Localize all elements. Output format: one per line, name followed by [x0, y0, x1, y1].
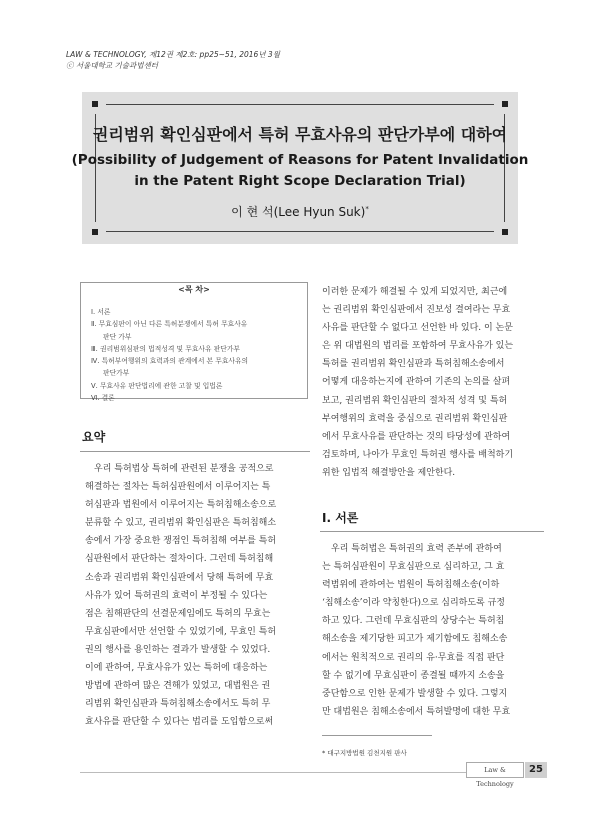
- author-footnote-mark: *: [365, 205, 369, 213]
- abstract-heading-rule: [80, 451, 310, 452]
- footnote-rule: [322, 735, 432, 736]
- abstract-body: 우리 특허법상 특허에 관련된 분쟁을 공적으로 해결하는 절차는 특허심판원에서 이루어지는 특 허심판과 법원에서 이루어지는 특허침해소송으로 분류할 수 있고, 권리범위 확인심판은 특허침해소 송에서 가장 중요한 쟁점인 특허침해 여부를 특허 심판원에서 판단하는 절차이다. 그런데 특허침해 소송과 권리범위 확인심판에서 당해 특허에 무효 사유가 있어 특허권의 효력이 부정될 수 있다는 점은 침해판단의 선결문제임에도 특허의 무효는 무효심판에서만 선언할 수 있었기에, 무효인 특허 권의 행사를 용인하는 결과가 발생할 수 있었다. 이에 관하여, 무효사유가 있는 특허에 대응하는 방법에 관하여 많은 견해가 있었고, 대법원은 권 리범위 확인심판과 특허침해소송에서도 특허 무 효사유를 판단할 수 있다는 법리를 도입함으로써: [85, 464, 277, 728]
- corner-mark: [92, 229, 98, 235]
- frame-line: [106, 231, 494, 232]
- corner-mark: [502, 229, 508, 235]
- frame-line: [106, 104, 494, 105]
- abstract-heading: 요약: [82, 430, 106, 444]
- author-name: 이 현 석(Lee Hyun Suk): [231, 205, 366, 219]
- toc-item: Ⅵ. 결론: [91, 394, 115, 403]
- journal-header: [66, 49, 280, 71]
- publisher-line: ⓒ 서울대학교 기술과법센터: [66, 61, 158, 70]
- title-english-line2: in the Patent Right Scope Declaration Trial): [134, 173, 466, 189]
- title-english-line1: (Possibility of Judgement of Reasons for Patent Invalidation: [71, 152, 529, 168]
- section1-heading: Ⅰ. 서론: [322, 511, 359, 525]
- title-box: [82, 92, 518, 244]
- toc-item: Ⅳ. 특허부여행위의 효력과의 관계에서 본 무효사유의: [91, 357, 249, 366]
- toc-item: Ⅴ. 무효사유 판단법리에 관한 고찰 및 입법론: [91, 381, 223, 390]
- journal-line: LAW & TECHNOLOGY, 제12권 제2호: pp25~51, 2016년 3월: [66, 50, 280, 59]
- corner-mark: [92, 101, 98, 107]
- page-number: 25: [525, 762, 547, 778]
- toc-item: Ⅱ. 무효심판이 아닌 다른 특허분쟁에서 특허 무효사유: [91, 320, 248, 329]
- toc-item: 판단 가부: [103, 332, 132, 341]
- footer-rule: [80, 772, 520, 773]
- footnote: * 대구지방법원 김천지원 판사: [322, 749, 407, 757]
- toc-item: 판단가부: [103, 369, 130, 378]
- title-korean: 권리범위 확인심판에서 특허 무효사유의 판단가부에 대하여: [92, 125, 508, 144]
- toc-heading: <목 차>: [172, 285, 216, 294]
- corner-mark: [502, 101, 508, 107]
- author: [0, 203, 600, 220]
- abstract-continuation: 이러한 문제가 해결될 수 있게 되었지만, 최근에 는 권리범위 확인심판에서 진보성 결여라는 무효 사유를 판단할 수 없다고 선언한 바 있다. 이 논문 은 위 대법원의 법리를 포함하여 무효사유가 있는 특허를 권리범위 확인심판과 특허침해소송에서 어떻게 대응하는지에 관하여 기존의 논의를 살펴 보고, 권리범위 확인심판의 절차적 성격 및 특허 부여행위의 효력을 중심으로 권리범위 확인심판 에서 무효사유를 판단하는 것의 타당성에 관하여 검토하며, 나아가 무효인 특허권 행사를 배척하기 위한 입법적 해결방안을 제안한다.: [322, 287, 514, 478]
- toc-item: Ⅰ. 서론: [91, 308, 111, 316]
- table-of-contents: [80, 282, 308, 403]
- toc-list: [91, 306, 248, 404]
- section1-heading-rule: [320, 531, 544, 532]
- section1-body: 우리 특허법은 특허권의 효력 존부에 관하여 는 특허심판원이 무효심판으로 심리하고, 그 효 력범위에 관하여는 법원이 특허침해소송(이하 ‘침해소송’이라 약칭한다)으로 심리하도록 규정 하고 있다. 그런데 무효심판의 상당수는 특허침 해소송을 제기당한 피고가 제기함에도 침해소송 에서는 원칙적으로 권리의 유·무효를 직접 판단 할 수 없기에 무효심판이 종결될 때까지 소송을 중단함으로 인한 문제가 발생할 수 있다. 그렇지 만 대법원은 침해소송에서 특허발명에 대한 무효: [322, 544, 511, 717]
- toc-item: Ⅲ. 권리범위심판의 법적성격 및 무효사유 판단가부: [91, 344, 240, 353]
- footer-journal-label: Law & Technology: [466, 762, 524, 778]
